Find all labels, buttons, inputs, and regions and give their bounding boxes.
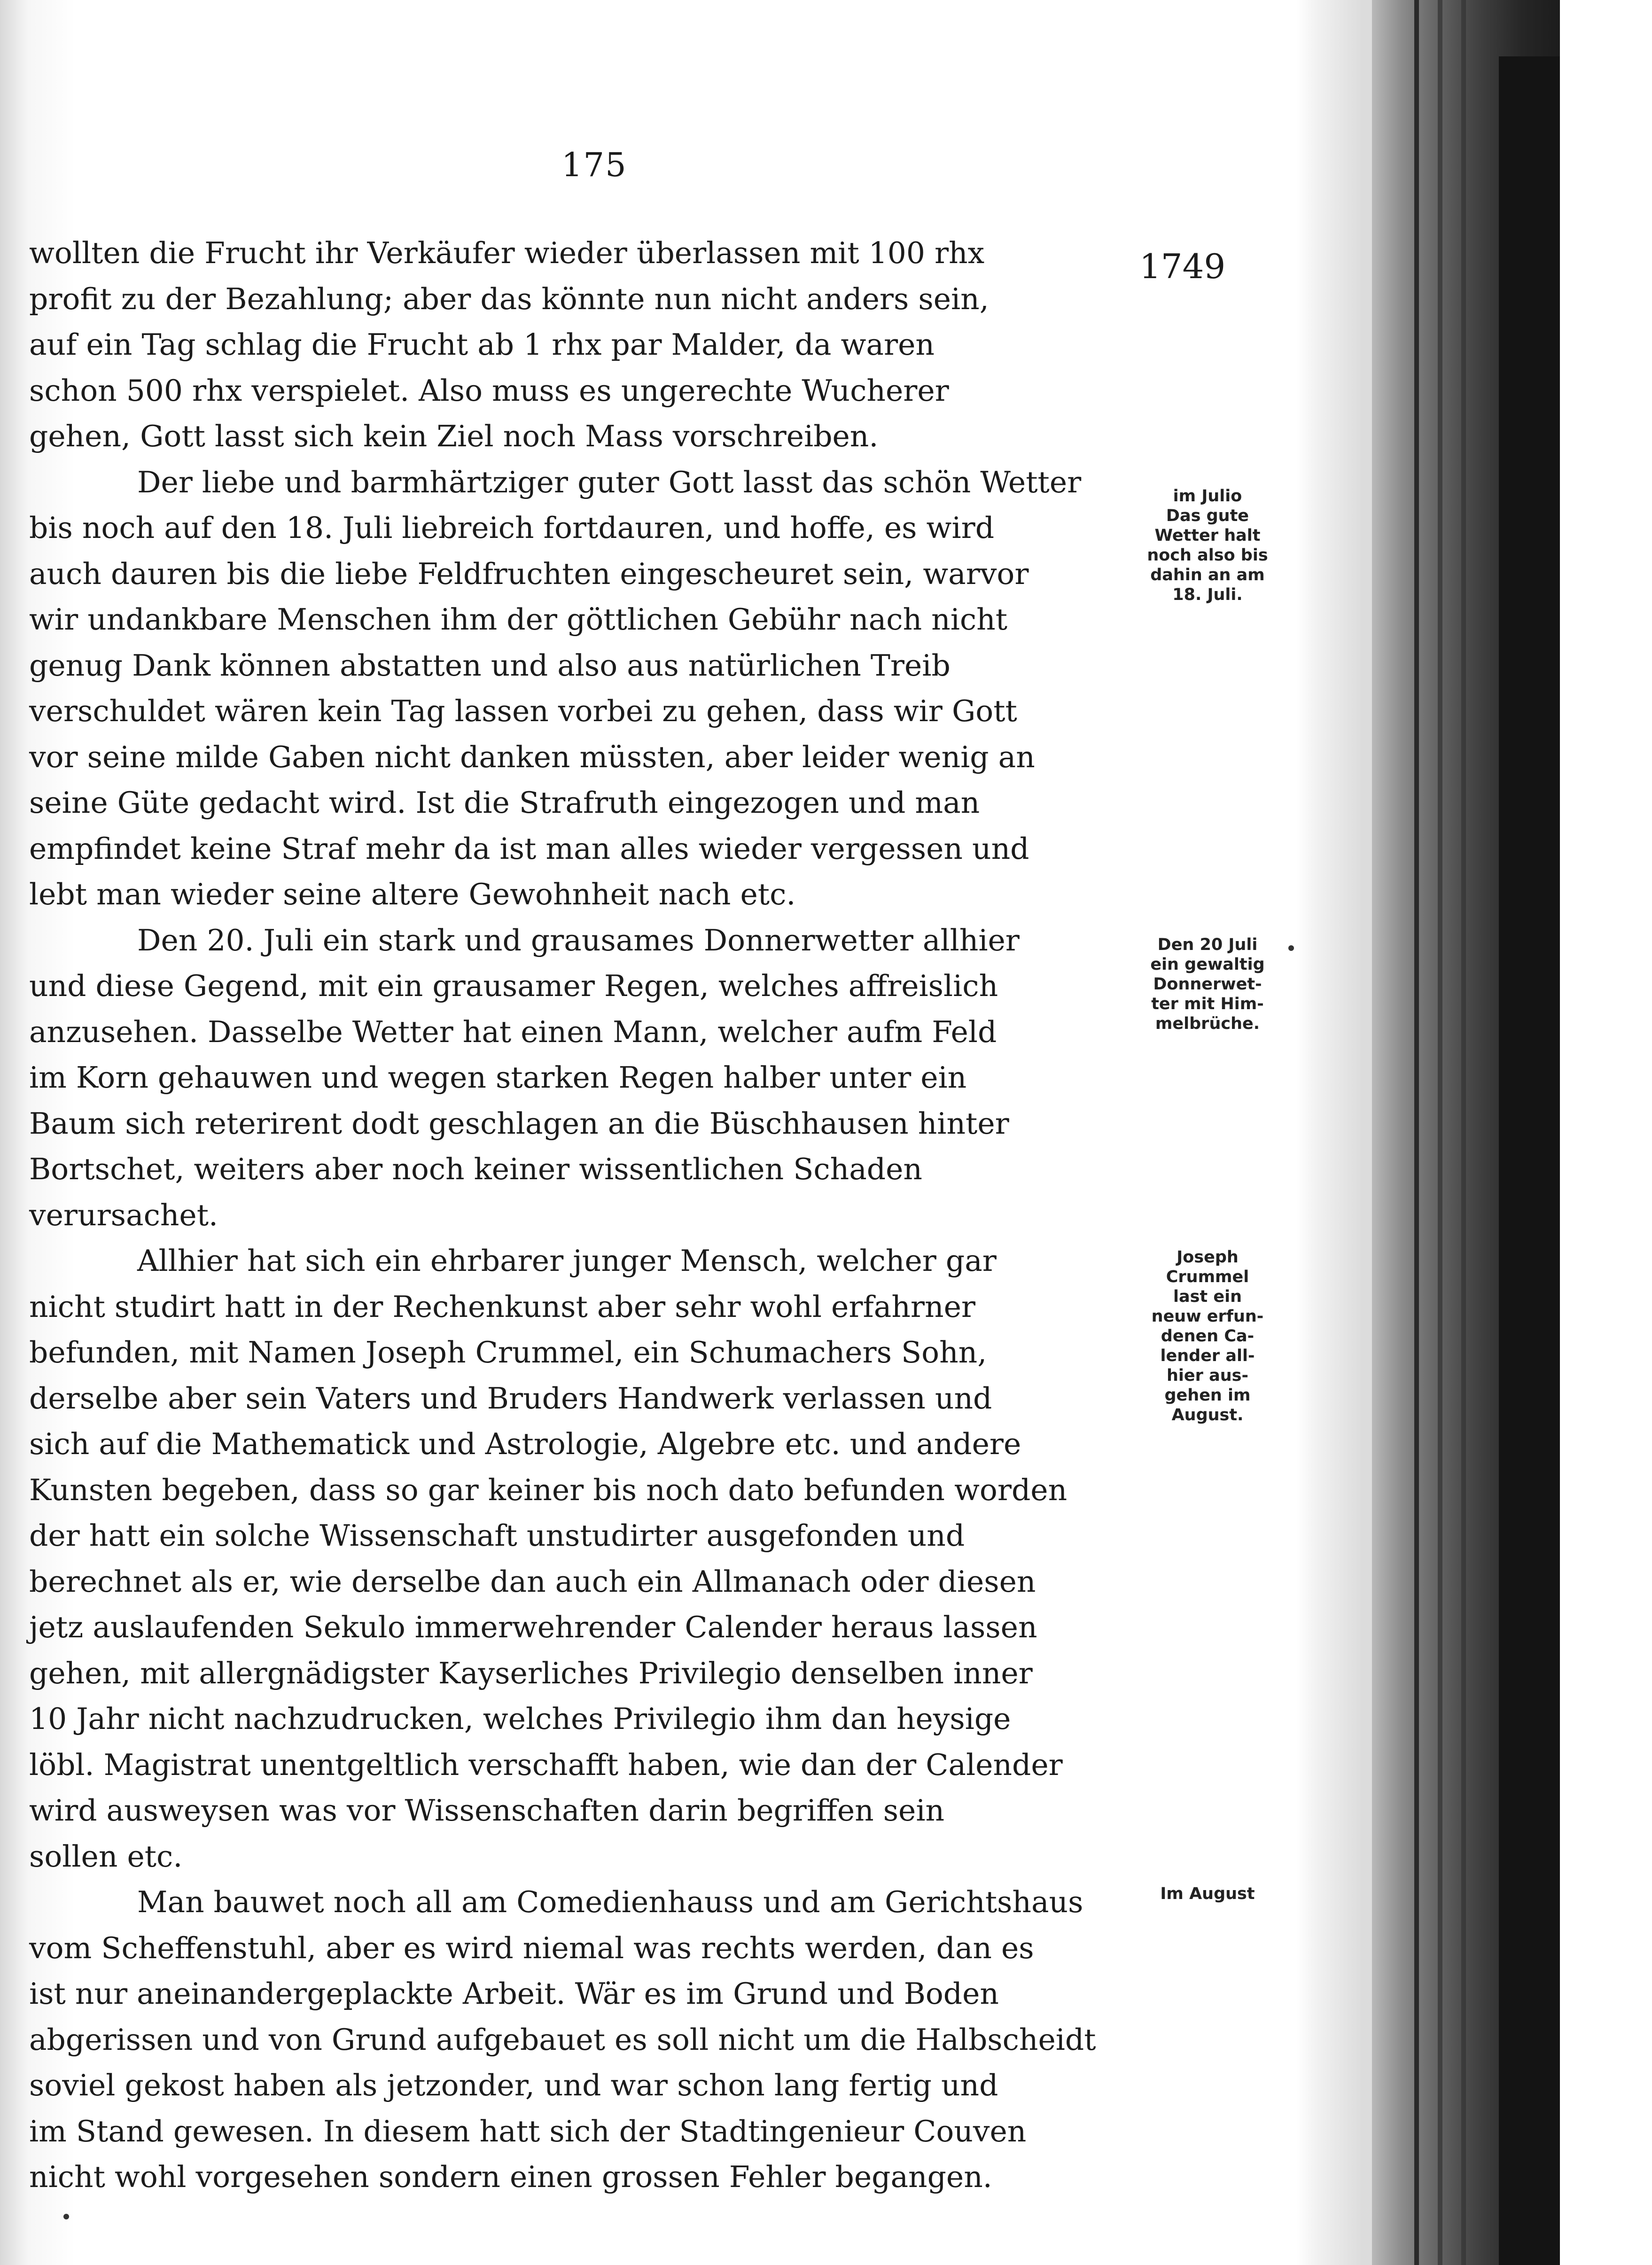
text-line: bis noch auf den 18. Juli liebreich fortdauren, und hoffe, es wird xyxy=(29,511,995,545)
text-line: wird ausweysen was vor Wissenschaften darin begriffen sein xyxy=(29,1793,945,1828)
margin-note-3 xyxy=(1130,1247,1285,1425)
scan-speck xyxy=(63,2214,69,2219)
text-line: auf ein Tag schlag die Frucht ab 1 rhx par Malder, da waren xyxy=(29,327,935,362)
page-edge-line xyxy=(1414,0,1419,2265)
text-line: gehen, mit allergnädigster Kayserliches Privilegio denselben inner xyxy=(29,1656,1033,1690)
text-line: der hatt ein solche Wissenschaft unstudirter ausgefonden und xyxy=(29,1518,965,1553)
note-line: ein gewaltig xyxy=(1150,955,1265,974)
text-line: Man bauwet noch all am Comedienhauss und am Gerichtshaus xyxy=(137,1885,1083,1919)
scan-background xyxy=(1560,0,1652,2265)
text-line: genug Dank können abstatten und also aus natürlichen Treib xyxy=(29,648,951,683)
text-line: jetz auslaufenden Sekulo immerwehrender Calender heraus lassen xyxy=(29,1610,1037,1644)
text-line: Den 20. Juli ein stark und grausames Donnerwetter allhier xyxy=(137,923,1020,957)
text-line: soviel gekost haben als jetzonder, und war schon lang fertig und xyxy=(29,2068,998,2102)
text-line: sich auf die Mathematick und Astrologie, Algebre etc. und andere xyxy=(29,1427,1021,1461)
text-line: 10 Jahr nicht nachzudrucken, welches Privilegio ihm dan heysige xyxy=(29,1702,1011,1736)
note-line: Crummel xyxy=(1166,1268,1249,1286)
text-line: nicht studirt hatt in der Rechenkunst aber sehr wohl erfahrner xyxy=(29,1289,976,1324)
text-line: wir undankbare Menschen ihm der göttlichen Gebühr nach nicht xyxy=(29,602,1008,637)
text-line: Baum sich reterirent dodt geschlagen an die Büschhausen hinter xyxy=(29,1106,1009,1141)
text-line: derselbe aber sein Vaters und Bruders Handwerk verlassen und xyxy=(29,1381,992,1416)
text-line: lebt man wieder seine altere Gewohnheit nach etc. xyxy=(29,877,796,911)
note-line: hier aus- xyxy=(1167,1366,1248,1385)
text-line: berechnet als er, wie derselbe dan auch ein Allmanach oder diesen xyxy=(29,1564,1036,1599)
text-line: Allhier hat sich ein ehrbarer junger Mensch, welcher gar xyxy=(137,1244,997,1278)
text-line: vom Scheffenstuhl, aber es wird niemal was rechts werden, dan es xyxy=(29,1930,1034,1965)
text-line: löbl. Magistrat unentgeltlich verschafft haben, wie dan der Calender xyxy=(29,1747,1063,1782)
note-line: Donnerwet- xyxy=(1153,975,1262,994)
margin-note-2 xyxy=(1130,935,1285,1034)
text-line: und diese Gegend, mit ein grausamer Regen, welches affreislich xyxy=(29,969,998,1003)
margin-note-1 xyxy=(1130,486,1285,605)
text-line: befunden, mit Namen Joseph Crummel, ein Schumachers Sohn, xyxy=(29,1335,987,1370)
page-number: 175 xyxy=(561,146,627,184)
text-line: ist nur aneinandergeplackte Arbeit. Wär es im Grund und Boden xyxy=(29,1977,999,2011)
text-line: seine Güte gedacht wird. Ist die Strafruth eingezogen und man xyxy=(29,786,980,820)
text-line: abgerissen und von Grund aufgebauet es soll nicht um die Halbscheidt xyxy=(29,2022,1096,2057)
note-line: dahin an am xyxy=(1150,566,1265,584)
text-line: gehen, Gott lasst sich kein Ziel noch Mass vorschreiben. xyxy=(29,419,879,453)
note-line: denen Ca- xyxy=(1161,1327,1255,1346)
note-line: Im August xyxy=(1160,1884,1255,1903)
text-line: profit zu der Bezahlung; aber das könnte nun nicht anders sein, xyxy=(29,281,989,316)
paragraph-1 xyxy=(29,230,1114,459)
note-line: last ein xyxy=(1173,1287,1242,1306)
note-line: Joseph xyxy=(1177,1248,1239,1267)
paragraph-3 xyxy=(29,918,1114,1238)
scan-speck xyxy=(1288,945,1294,951)
text-line: auch dauren bis die liebe Feldfruchten eingescheuret sein, warvor xyxy=(29,556,1029,591)
text-line: im Korn gehauwen und wegen starken Regen halber unter ein xyxy=(29,1060,967,1095)
text-line: Der liebe und barmhärtziger guter Gott lasst das schön Wetter xyxy=(137,465,1082,499)
note-line: Den 20 Juli xyxy=(1157,935,1258,954)
text-line: empfindet keine Straf mehr da ist man alles wieder vergessen und xyxy=(29,831,1029,866)
text-line: nicht wohl vorgesehen sondern einen grossen Fehler begangen. xyxy=(29,2160,992,2194)
text-line: Bortschet, weiters aber noch keiner wissentlichen Schaden xyxy=(29,1152,922,1186)
text-line: wollten die Frucht ihr Verkäufer wieder überlassen mit 100 rhx xyxy=(29,236,985,270)
margin-note-4 xyxy=(1130,1884,1285,1904)
note-line: lender all- xyxy=(1160,1347,1255,1365)
note-line: ter mit Him- xyxy=(1151,995,1264,1013)
year-marginal: 1749 xyxy=(1139,247,1226,286)
text-line: anzusehen. Dasselbe Wetter hat einen Mann, welcher aufm Feld xyxy=(29,1014,997,1049)
text-line: verschuldet wären kein Tag lassen vorbei zu gehen, dass wir Gott xyxy=(29,694,1017,728)
note-line: Das gute xyxy=(1166,506,1249,525)
text-line: verursachet. xyxy=(29,1198,218,1232)
paragraph-2 xyxy=(29,459,1114,918)
note-line: im Julio xyxy=(1173,487,1242,506)
note-line: melbrüche. xyxy=(1155,1014,1260,1033)
note-line: neuw erfun- xyxy=(1151,1307,1264,1326)
text-line: schon 500 rhx verspielet. Also muss es ungerechte Wucherer xyxy=(29,373,949,408)
note-line: August. xyxy=(1171,1406,1244,1424)
main-text xyxy=(29,230,1114,2200)
page-edge-line xyxy=(1461,0,1466,2265)
note-line: 18. Juli. xyxy=(1172,585,1243,604)
book-binding xyxy=(1499,56,1560,2265)
text-line: Kunsten begeben, dass so gar keiner bis noch dato befunden worden xyxy=(29,1472,1068,1507)
note-line: noch also bis xyxy=(1147,546,1268,565)
text-line: im Stand gewesen. In diesem hatt sich der Stadtingenieur Couven xyxy=(29,2114,1027,2148)
paragraph-4 xyxy=(29,1238,1114,1879)
text-line: vor seine milde Gaben nicht danken müssten, aber leider wenig an xyxy=(29,739,1035,774)
text-line: sollen etc. xyxy=(29,1839,183,1874)
note-line: Wetter halt xyxy=(1154,526,1261,545)
paragraph-5 xyxy=(29,1879,1114,2200)
note-line: gehen im xyxy=(1164,1386,1251,1405)
page-edge-line xyxy=(1438,0,1442,2265)
